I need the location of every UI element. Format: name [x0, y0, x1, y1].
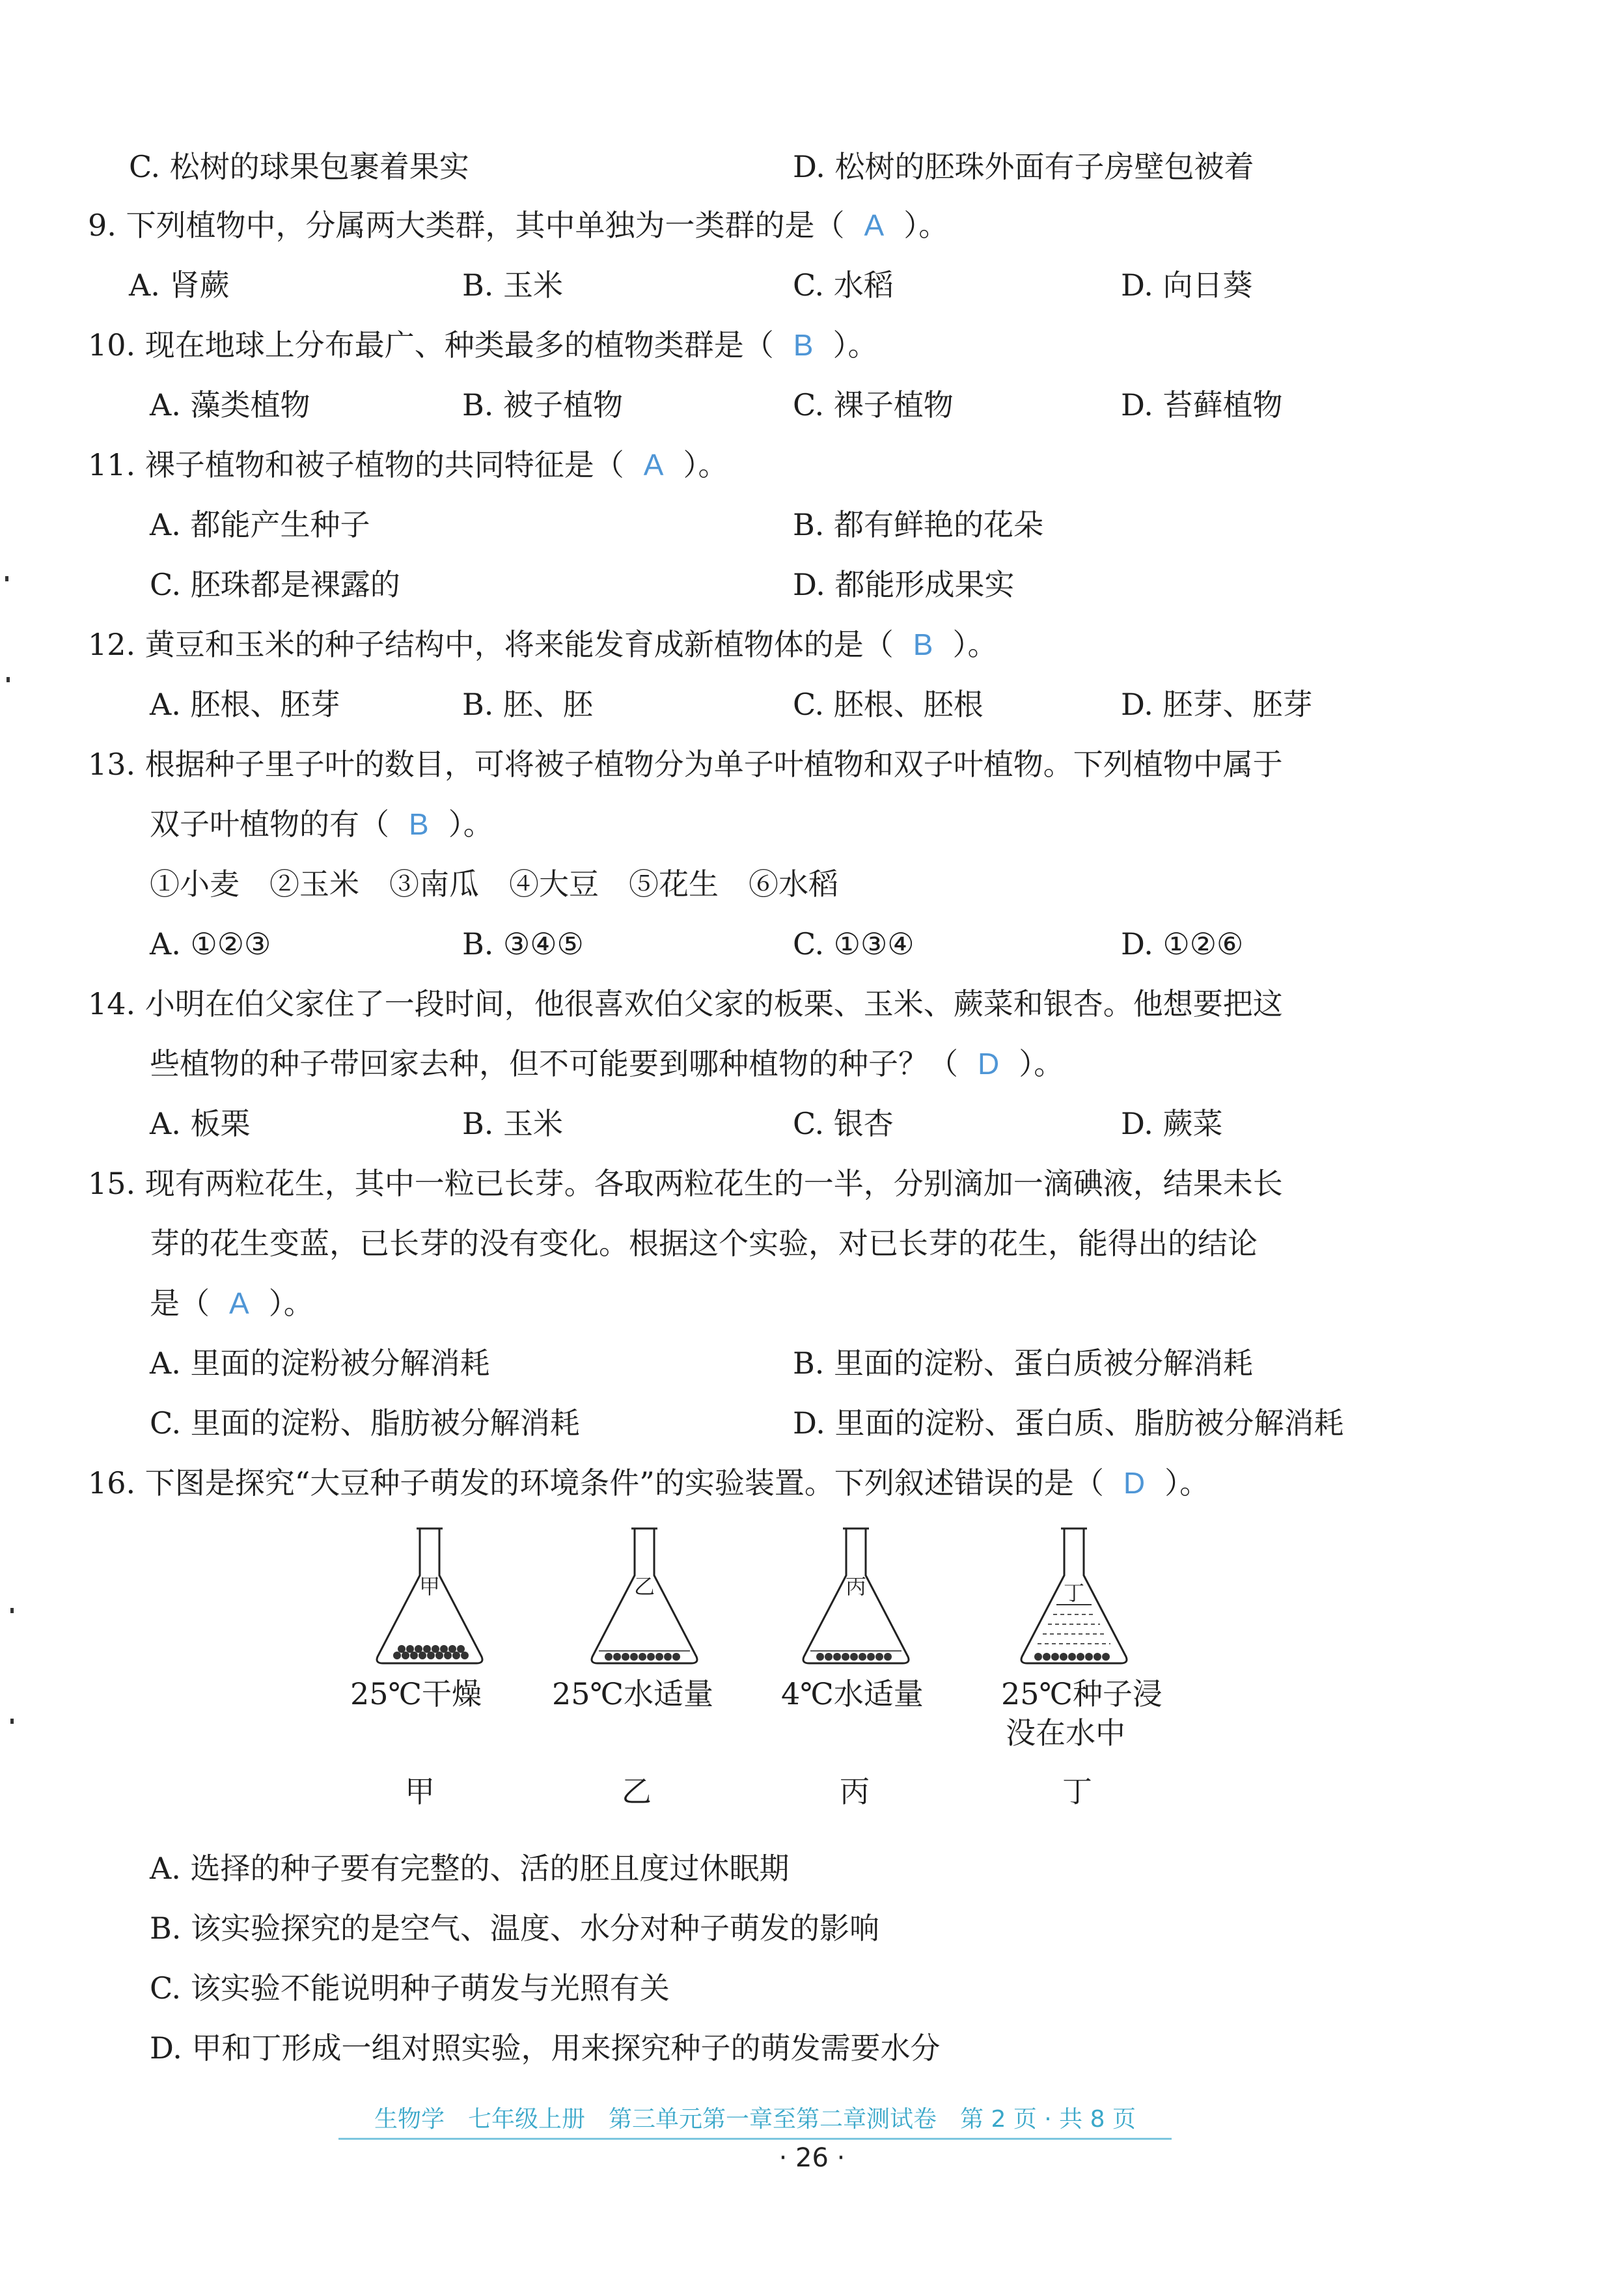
scan-mark [5, 576, 8, 581]
flask-jia-label: 甲 [419, 1574, 441, 1599]
question-15-line2: 芽的花生变蓝，已长芽的没有变化。根据这个实验，对已长芽的花生，能得出的结论 [150, 1226, 1258, 1261]
q9-option-b: B. 玉米 [462, 268, 564, 303]
q12-option-b: B. 胚、胚 [462, 687, 594, 722]
q12-option-d: D. 胚芽、胚芽 [1121, 687, 1313, 722]
q13-option-a: A. ①②③ [150, 926, 271, 962]
q16-option-d: D. 甲和丁形成一组对照实验，用来探究种子的萌发需要水分 [150, 2030, 941, 2066]
q10-option-a: A. 藻类植物 [150, 387, 310, 422]
q16-option-c: C. 该实验不能说明种子萌发与光照有关 [150, 1971, 670, 2006]
flask-ding-name: 丁 [1062, 1774, 1092, 1809]
q8-option-c: C. 松树的球果包裹着果实 [129, 149, 469, 184]
q15-option-a: A. 里面的淀粉被分解消耗 [150, 1346, 490, 1381]
q13-option-b: B. ③④⑤ [462, 926, 584, 962]
q16-option-b: B. 该实验探究的是空气、温度、水分对种子萌发的影响 [150, 1911, 880, 1946]
question-10: 10. 现在地球上分布最广、种类最多的植物类群是（ B ）。 [88, 327, 878, 363]
page-number: · 26 · [778, 2143, 846, 2173]
question-13-line2: 双子叶植物的有（ B ）。 [150, 807, 493, 842]
scan-mark [10, 1719, 14, 1724]
q8-option-d: D. 松树的胚珠外面有子房壁包被着 [793, 149, 1254, 184]
q12-option-c: C. 胚根、胚根 [793, 687, 984, 722]
page-footer: 生物学 七年级上册 第三单元第一章至第二章测试卷 第 2 页 · 共 8 页 [338, 2104, 1172, 2140]
q14-option-c: C. 银杏 [793, 1106, 894, 1141]
question-14-line2: 些植物的种子带回家去种，但不可能要到哪种植物的种子？（ D ）。 [150, 1046, 1064, 1081]
q13-option-c: C. ①③④ [793, 926, 915, 962]
answer-16: D [1123, 1466, 1146, 1500]
flask-yi-name: 乙 [622, 1774, 652, 1809]
question-15: 15. 现有两粒花生，其中一粒已长芽。各取两粒花生的一半，分别滴加一滴碘液，结果未长 [88, 1166, 1283, 1201]
q11-option-d: D. 都能形成果实 [793, 567, 1015, 602]
q14-option-d: D. 蕨菜 [1121, 1106, 1223, 1141]
q10-option-b: B. 被子植物 [462, 387, 624, 422]
q12-option-a: A. 胚根、胚芽 [150, 687, 340, 722]
question-9: 9. 下列植物中，分属两大类群，其中单独为一类群的是（ A ）。 [88, 208, 949, 243]
flask-bing-caption: 4℃水适量 [781, 1676, 924, 1711]
question-15-line3: 是（ A ）。 [150, 1286, 314, 1321]
answer-15: A [229, 1286, 249, 1320]
q11-option-b: B. 都有鲜艳的花朵 [793, 507, 1044, 542]
question-16: 16. 下图是探究“大豆种子萌发的环境条件”的实验装置。下列叙述错误的是（ D ）。 [88, 1465, 1210, 1501]
q15-option-d: D. 里面的淀粉、蛋白质、脂肪被分解消耗 [793, 1405, 1344, 1441]
scan-mark [10, 1608, 14, 1613]
q11-option-c: C. 胚珠都是裸露的 [150, 567, 400, 602]
flask-bing-name: 丙 [840, 1774, 870, 1809]
flask-ding-caption-2: 没在水中 [1006, 1715, 1125, 1750]
q16-option-a: A. 选择的种子要有完整的、活的胚且度过休眠期 [150, 1851, 790, 1886]
q13-list: ①小麦 ②玉米 ③南瓜 ④大豆 ⑤花生 ⑥水稻 [150, 866, 838, 902]
q10-option-d: D. 苔藓植物 [1121, 387, 1283, 422]
flask-bing-icon [791, 1523, 921, 1680]
q15-option-b: B. 里面的淀粉、蛋白质被分解消耗 [793, 1346, 1254, 1381]
question-13: 13. 根据种子里子叶的数目，可将被子植物分为单子叶植物和双子叶植物。下列植物中属于 [88, 747, 1283, 782]
flask-jia-name: 甲 [405, 1774, 435, 1809]
q13-option-d: D. ①②⑥ [1121, 926, 1244, 962]
answer-12: B [913, 628, 933, 661]
flask-jia-caption: 25℃干燥 [350, 1676, 482, 1711]
q9-option-d: D. 向日葵 [1121, 268, 1253, 303]
answer-9: A [864, 208, 885, 242]
flask-ding-label: 丁 [1063, 1581, 1085, 1605]
flask-yi-caption: 25℃水适量 [552, 1676, 713, 1711]
q9-option-c: C. 水稻 [793, 268, 894, 303]
flask-bing-label: 丙 [845, 1574, 867, 1599]
scan-mark [7, 677, 10, 682]
flask-yi-icon [579, 1523, 709, 1680]
question-14: 14. 小明在伯父家住了一段时间，他很喜欢伯父家的板栗、玉米、蕨菜和银杏。他想要把这 [88, 986, 1283, 1021]
answer-13: B [409, 807, 429, 841]
q14-option-b: B. 玉米 [462, 1106, 564, 1141]
flask-ding-caption: 25℃种子浸 [1001, 1676, 1163, 1711]
q10-option-c: C. 裸子植物 [793, 387, 954, 422]
q14-option-a: A. 板栗 [150, 1106, 251, 1141]
q15-option-c: C. 里面的淀粉、脂肪被分解消耗 [150, 1405, 580, 1441]
question-12: 12. 黄豆和玉米的种子结构中，将来能发育成新植物体的是（ B ）。 [88, 627, 998, 662]
answer-10: B [793, 328, 814, 362]
flask-jia-icon [365, 1523, 495, 1680]
flask-ding-icon [1009, 1523, 1139, 1680]
flask-yi-label: 乙 [633, 1574, 655, 1599]
question-11: 11. 裸子植物和被子植物的共同特征是（ A ）。 [88, 447, 728, 482]
answer-14: D [978, 1047, 1000, 1081]
answer-11: A [643, 448, 664, 482]
q11-option-a: A. 都能产生种子 [150, 507, 370, 542]
q9-option-a: A. 肾蕨 [129, 268, 230, 303]
